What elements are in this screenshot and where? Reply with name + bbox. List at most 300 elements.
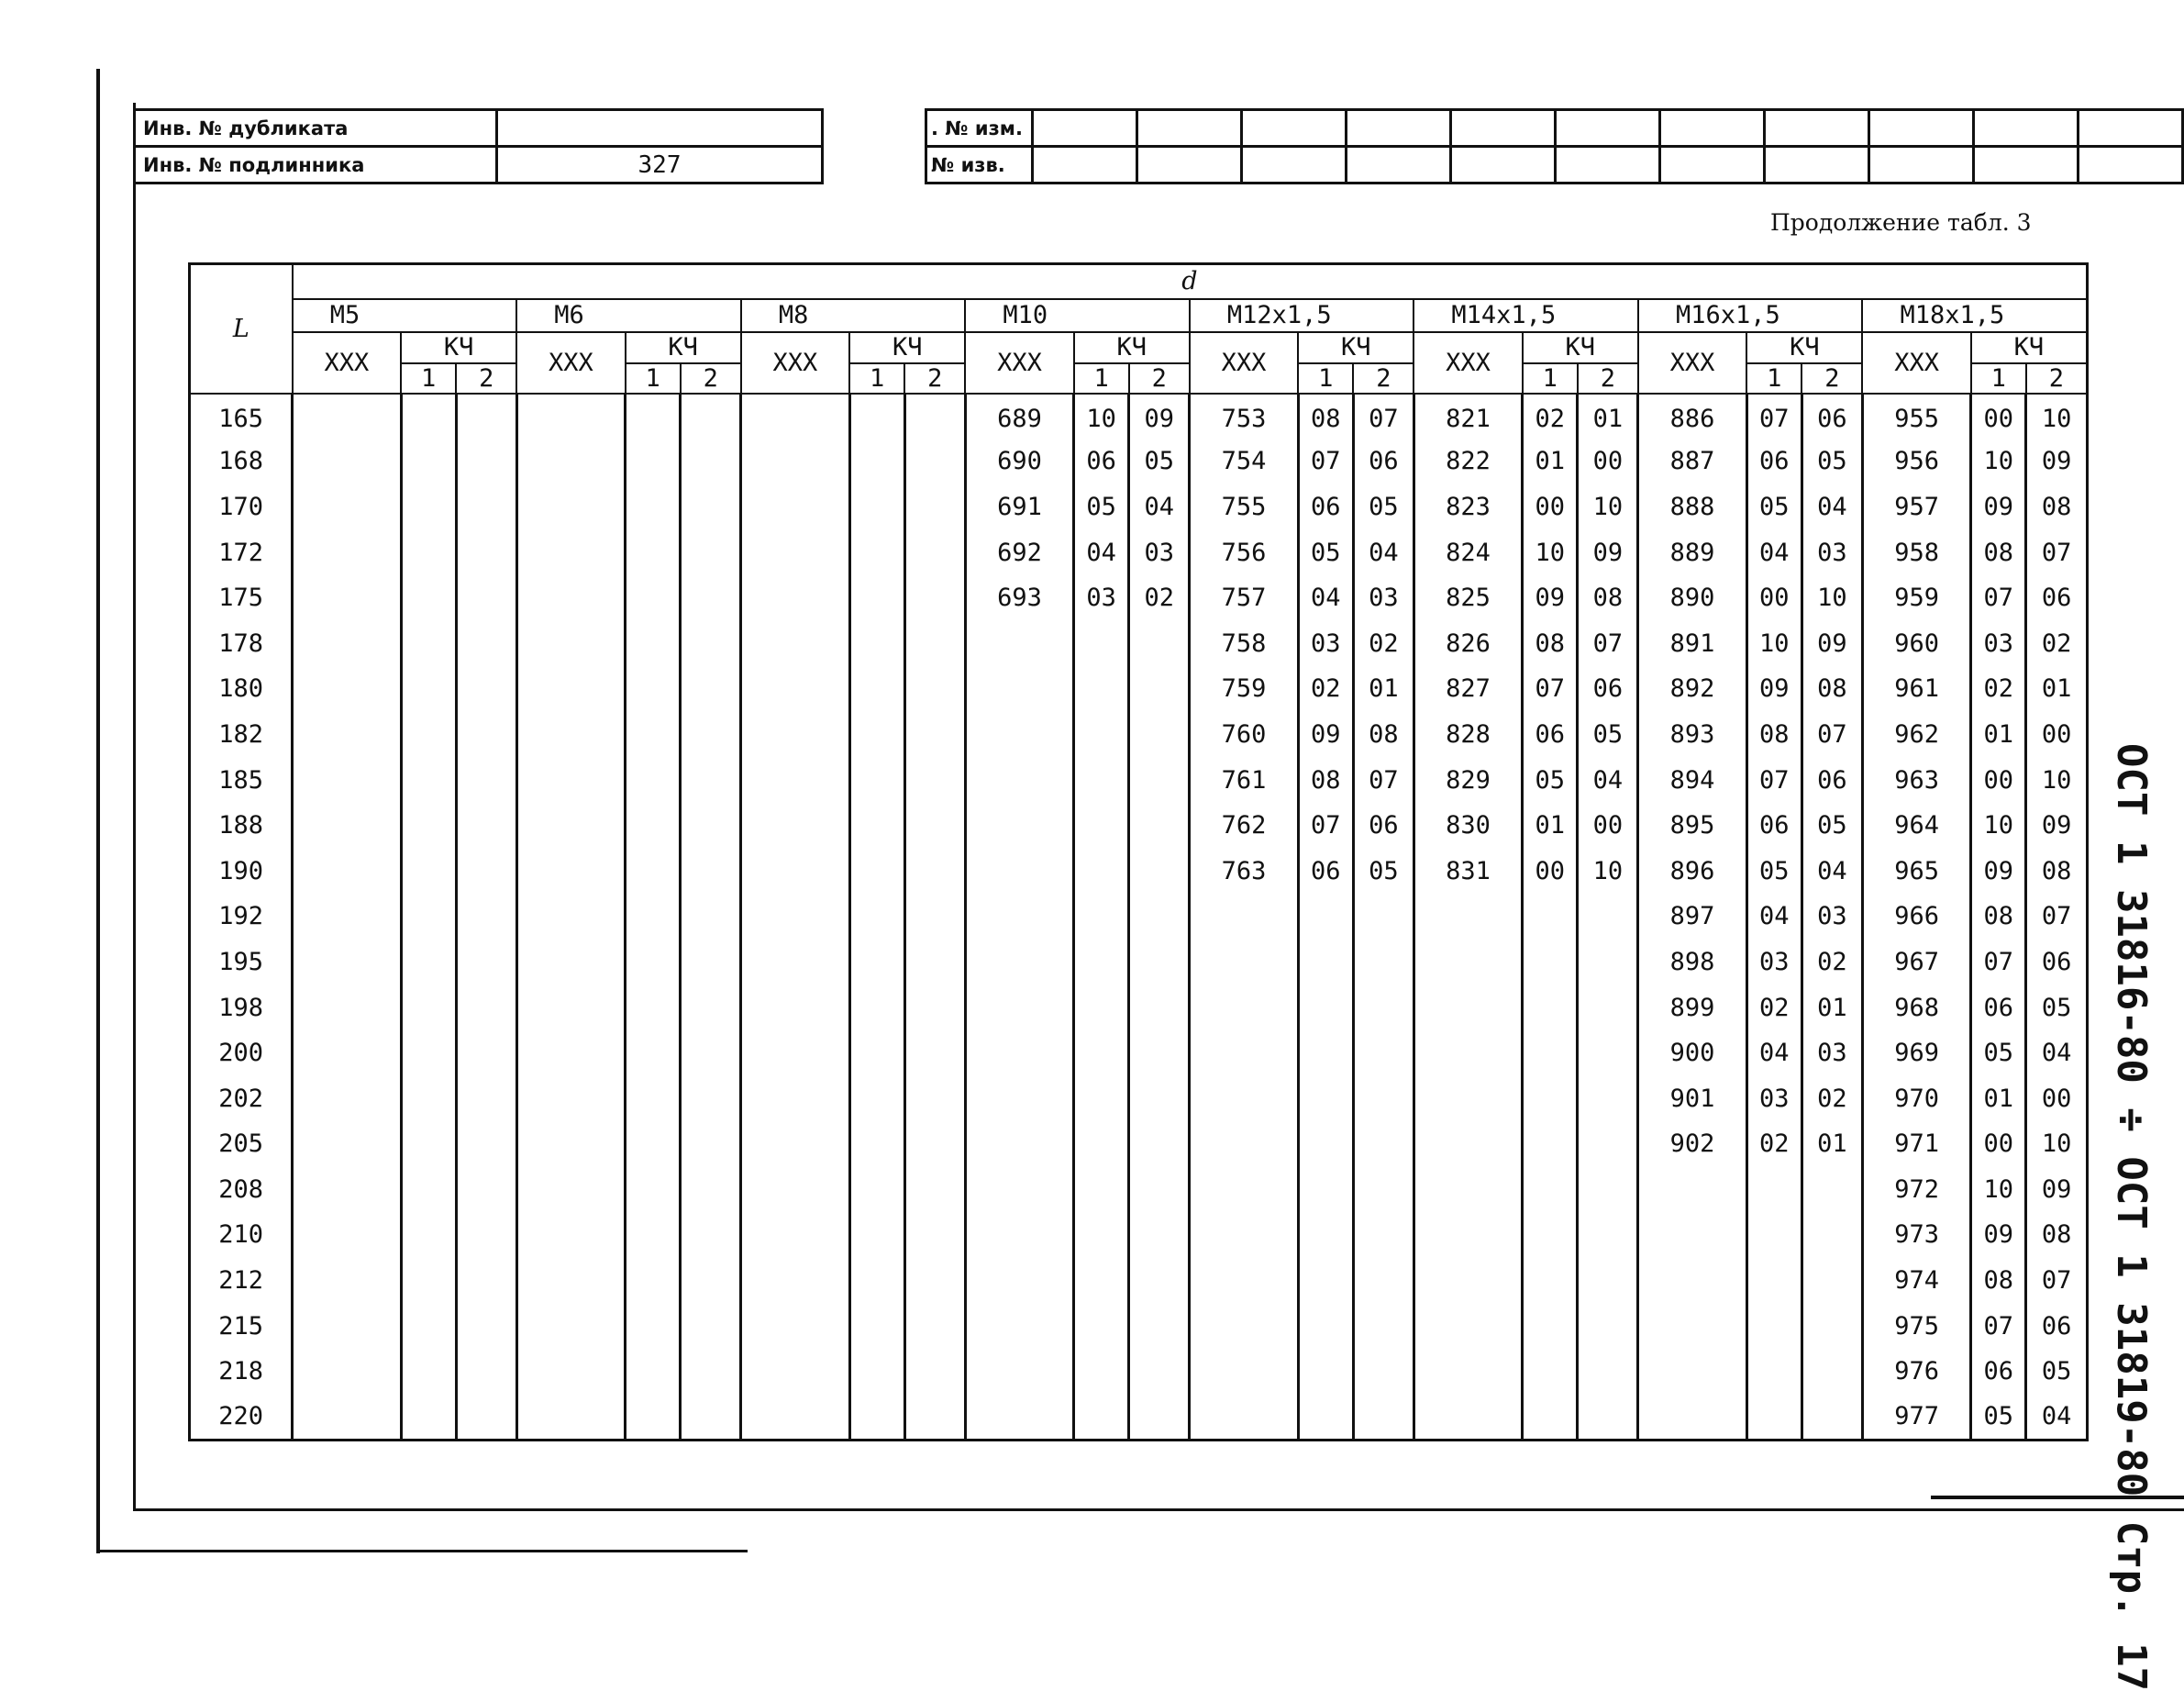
kch-1-header: 1	[1746, 363, 1802, 394]
value-cell	[965, 712, 1073, 758]
value-cell	[1298, 1395, 1353, 1441]
value-cell	[626, 484, 681, 530]
value-cell: 03	[1746, 1075, 1802, 1121]
stamp-row-duplicate	[135, 110, 823, 147]
value-cell	[681, 529, 741, 575]
table-row	[190, 1121, 2088, 1167]
value-cell: 10	[2026, 757, 2088, 803]
value-cell	[1523, 1258, 1578, 1304]
data-table	[188, 262, 2089, 1441]
value-cell	[1298, 1030, 1353, 1076]
value-cell	[293, 1075, 401, 1121]
value-cell	[849, 940, 904, 985]
value-cell: 10	[1074, 394, 1129, 439]
kch-2-header: 2	[904, 363, 965, 394]
value-cell	[626, 529, 681, 575]
length-cell: 218	[190, 1349, 293, 1395]
length-cell: 198	[190, 985, 293, 1030]
value-cell	[626, 1075, 681, 1121]
value-cell: 05	[1523, 757, 1578, 803]
value-cell	[1074, 803, 1129, 849]
thread-size-header: M8	[741, 299, 966, 332]
value-cell	[1414, 1121, 1522, 1167]
value-cell	[681, 940, 741, 985]
value-cell: 04	[1129, 484, 1190, 530]
value-cell: 03	[1129, 529, 1190, 575]
value-cell: 09	[1298, 712, 1353, 758]
kch-2-header: 2	[1578, 363, 1638, 394]
value-cell	[849, 1395, 904, 1441]
value-cell	[1414, 1167, 1522, 1213]
length-cell: 212	[190, 1258, 293, 1304]
value-cell: 10	[1578, 848, 1638, 894]
value-cell	[456, 484, 516, 530]
value-cell	[401, 1303, 456, 1349]
value-cell	[1129, 1212, 1190, 1258]
value-cell	[904, 1258, 965, 1304]
value-cell	[401, 894, 456, 940]
value-cell: 05	[1802, 803, 1862, 849]
value-cell	[904, 1349, 965, 1395]
value-cell	[1298, 894, 1353, 940]
value-cell	[904, 666, 965, 712]
value-cell: 02	[1129, 575, 1190, 621]
value-cell	[293, 1167, 401, 1213]
value-cell: 09	[2026, 1167, 2088, 1213]
value-cell	[456, 1121, 516, 1167]
value-cell	[456, 1030, 516, 1076]
value-cell: 899	[1638, 985, 1746, 1030]
value-cell	[904, 985, 965, 1030]
value-cell: 00	[1578, 439, 1638, 484]
value-cell	[1190, 1121, 1298, 1167]
table-row	[190, 575, 2088, 621]
value-cell: 04	[1802, 484, 1862, 530]
value-cell	[401, 757, 456, 803]
value-cell	[849, 394, 904, 439]
value-cell	[293, 1030, 401, 1076]
value-cell: 08	[1971, 894, 2026, 940]
value-cell: 10	[1578, 484, 1638, 530]
value-cell: 692	[965, 529, 1073, 575]
value-cell	[516, 1121, 625, 1167]
value-cell	[1578, 985, 1638, 1030]
notice-cell	[1868, 147, 1973, 184]
value-cell: 08	[2026, 1212, 2088, 1258]
thread-size-header: M10	[965, 299, 1190, 332]
value-cell: 891	[1638, 620, 1746, 666]
value-cell: 689	[965, 394, 1073, 439]
value-cell	[293, 484, 401, 530]
length-cell: 208	[190, 1167, 293, 1213]
value-cell: 05	[2026, 1349, 2088, 1395]
value-cell	[1129, 848, 1190, 894]
value-cell	[1190, 1030, 1298, 1076]
value-cell: 06	[2026, 940, 2088, 985]
value-cell: 07	[1578, 620, 1638, 666]
value-cell	[626, 1258, 681, 1304]
length-cell: 202	[190, 1075, 293, 1121]
kch-2-header: 2	[2026, 363, 2088, 394]
value-cell	[849, 848, 904, 894]
value-cell: 827	[1414, 666, 1522, 712]
value-cell	[904, 1303, 965, 1349]
value-cell	[1129, 985, 1190, 1030]
value-cell	[293, 712, 401, 758]
kch-2-header: 2	[1129, 363, 1190, 394]
value-cell: 889	[1638, 529, 1746, 575]
value-cell	[849, 1121, 904, 1167]
value-cell: 01	[1523, 439, 1578, 484]
value-cell	[849, 1212, 904, 1258]
value-cell	[1190, 894, 1298, 940]
length-cell: 192	[190, 894, 293, 940]
value-cell: 03	[1353, 575, 1414, 621]
table-row	[190, 1030, 2088, 1076]
value-cell	[849, 757, 904, 803]
value-cell: 07	[1298, 439, 1353, 484]
value-cell: 09	[1971, 1212, 2026, 1258]
value-cell: 05	[1129, 439, 1190, 484]
value-cell	[1414, 1303, 1522, 1349]
value-cell	[456, 620, 516, 666]
xxx-header: XXX	[965, 332, 1073, 394]
value-cell	[741, 985, 849, 1030]
value-cell	[965, 1349, 1073, 1395]
table-row	[190, 394, 2088, 439]
value-cell: 06	[1971, 1349, 2026, 1395]
kch-1-header: 1	[1074, 363, 1129, 394]
kch-1-header: 1	[849, 363, 904, 394]
value-cell	[516, 712, 625, 758]
value-cell: 757	[1190, 575, 1298, 621]
table-row	[190, 1212, 2088, 1258]
value-cell	[1523, 1167, 1578, 1213]
value-cell	[904, 394, 965, 439]
value-cell	[904, 1395, 965, 1441]
kch-header: КЧ	[849, 332, 965, 363]
value-cell	[1578, 1121, 1638, 1167]
value-cell	[904, 712, 965, 758]
value-cell: 05	[1353, 484, 1414, 530]
value-cell: 02	[2026, 620, 2088, 666]
value-cell: 753	[1190, 394, 1298, 439]
value-cell	[456, 666, 516, 712]
value-cell	[965, 1030, 1073, 1076]
value-cell: 08	[1746, 712, 1802, 758]
value-cell	[293, 894, 401, 940]
value-cell	[401, 529, 456, 575]
length-cell: 200	[190, 1030, 293, 1076]
value-cell	[1353, 1303, 1414, 1349]
value-cell: 03	[1802, 894, 1862, 940]
notice-cell	[1241, 147, 1346, 184]
value-cell	[681, 1212, 741, 1258]
notice-cell	[1136, 147, 1241, 184]
value-cell	[1802, 1349, 1862, 1395]
value-cell: 957	[1862, 484, 1970, 530]
value-cell	[741, 529, 849, 575]
value-cell	[1298, 1212, 1353, 1258]
value-cell	[1074, 985, 1129, 1030]
value-cell	[626, 1030, 681, 1076]
value-cell	[1298, 1349, 1353, 1395]
original-inventory-label: Инв. № подлинника	[135, 147, 497, 184]
value-cell	[626, 620, 681, 666]
value-cell	[741, 1303, 849, 1349]
value-cell	[1638, 1258, 1746, 1304]
value-cell	[741, 666, 849, 712]
length-cell: 205	[190, 1121, 293, 1167]
change-cell	[1241, 110, 1346, 147]
value-cell	[456, 1167, 516, 1213]
value-cell	[516, 757, 625, 803]
value-cell: 893	[1638, 712, 1746, 758]
value-cell	[1638, 1167, 1746, 1213]
value-cell: 01	[1802, 1121, 1862, 1167]
value-cell: 08	[1523, 620, 1578, 666]
value-cell	[741, 757, 849, 803]
value-cell	[401, 1349, 456, 1395]
value-cell: 05	[1298, 529, 1353, 575]
value-cell: 01	[1802, 985, 1862, 1030]
value-cell: 895	[1638, 803, 1746, 849]
value-cell	[1353, 1075, 1414, 1121]
value-cell	[965, 803, 1073, 849]
notice-cell	[1032, 147, 1136, 184]
value-cell: 04	[1353, 529, 1414, 575]
value-cell	[904, 1030, 965, 1076]
value-cell	[516, 666, 625, 712]
value-cell	[1523, 1349, 1578, 1395]
value-cell: 04	[1746, 894, 1802, 940]
change-cell	[1868, 110, 1973, 147]
value-cell	[1129, 1075, 1190, 1121]
xxx-header: XXX	[516, 332, 625, 394]
value-cell: 00	[1971, 394, 2026, 439]
xxx-header: XXX	[1862, 332, 1970, 394]
value-cell	[1578, 1075, 1638, 1121]
value-cell	[1298, 985, 1353, 1030]
value-cell: 08	[1578, 575, 1638, 621]
change-stamp-row-2	[926, 147, 2183, 184]
value-cell	[681, 1395, 741, 1441]
value-cell	[1353, 940, 1414, 985]
value-cell: 07	[1802, 712, 1862, 758]
value-cell	[741, 1349, 849, 1395]
value-cell: 892	[1638, 666, 1746, 712]
value-cell	[1578, 1167, 1638, 1213]
value-cell	[1074, 1212, 1129, 1258]
value-cell: 966	[1862, 894, 1970, 940]
value-cell	[516, 484, 625, 530]
value-cell	[904, 484, 965, 530]
kch-1-header: 1	[1971, 363, 2026, 394]
value-cell	[1353, 1258, 1414, 1304]
value-cell: 05	[1074, 484, 1129, 530]
value-cell	[1638, 1349, 1746, 1395]
value-cell: 897	[1638, 894, 1746, 940]
value-cell	[1190, 1075, 1298, 1121]
value-cell	[1129, 1303, 1190, 1349]
value-cell	[626, 985, 681, 1030]
value-cell	[1074, 1167, 1129, 1213]
value-cell	[849, 666, 904, 712]
value-cell	[626, 1212, 681, 1258]
value-cell	[849, 894, 904, 940]
value-cell: 10	[1971, 803, 2026, 849]
value-cell	[965, 894, 1073, 940]
change-number-label: . № изм.	[926, 110, 1033, 147]
value-cell	[293, 1258, 401, 1304]
value-cell: 03	[1971, 620, 2026, 666]
value-cell	[849, 985, 904, 1030]
value-cell: 07	[1353, 757, 1414, 803]
value-cell: 971	[1862, 1121, 1970, 1167]
value-cell	[741, 1075, 849, 1121]
value-cell: 890	[1638, 575, 1746, 621]
value-cell: 894	[1638, 757, 1746, 803]
value-cell	[293, 757, 401, 803]
value-cell	[1353, 1349, 1414, 1395]
table-row	[190, 620, 2088, 666]
value-cell: 09	[1129, 394, 1190, 439]
value-cell	[626, 575, 681, 621]
value-cell: 974	[1862, 1258, 1970, 1304]
value-cell	[1190, 1395, 1298, 1441]
value-cell	[293, 666, 401, 712]
change-cell	[1032, 110, 1136, 147]
value-cell	[1298, 940, 1353, 985]
value-cell	[1578, 940, 1638, 985]
value-cell	[741, 484, 849, 530]
value-cell	[456, 803, 516, 849]
value-cell: 05	[1578, 712, 1638, 758]
value-cell	[401, 484, 456, 530]
value-cell: 01	[1578, 394, 1638, 439]
value-cell: 03	[1802, 1030, 1862, 1076]
value-cell	[681, 620, 741, 666]
value-cell: 05	[2026, 985, 2088, 1030]
value-cell: 07	[1523, 666, 1578, 712]
header-row-d	[190, 264, 2088, 299]
value-cell	[1353, 1395, 1414, 1441]
value-cell: 10	[1746, 620, 1802, 666]
value-cell: 825	[1414, 575, 1522, 621]
value-cell: 05	[1971, 1395, 2026, 1441]
value-cell: 10	[1971, 1167, 2026, 1213]
value-cell	[293, 985, 401, 1030]
value-cell: 00	[1971, 1121, 2026, 1167]
value-cell: 969	[1862, 1030, 1970, 1076]
value-cell	[1523, 1212, 1578, 1258]
value-cell: 08	[1298, 394, 1353, 439]
value-cell	[904, 940, 965, 985]
value-cell	[1074, 1121, 1129, 1167]
value-cell	[904, 529, 965, 575]
table-row	[190, 1167, 2088, 1213]
value-cell	[1523, 940, 1578, 985]
table-row	[190, 1258, 2088, 1304]
value-cell: 977	[1862, 1395, 1970, 1441]
value-cell	[516, 1395, 625, 1441]
value-cell	[516, 529, 625, 575]
value-cell	[965, 1121, 1073, 1167]
value-cell	[516, 848, 625, 894]
value-cell: 956	[1862, 439, 1970, 484]
value-cell	[401, 1258, 456, 1304]
value-cell: 05	[1353, 848, 1414, 894]
value-cell: 962	[1862, 712, 1970, 758]
value-cell	[1746, 1395, 1802, 1441]
value-cell	[1523, 1075, 1578, 1121]
table-row	[190, 666, 2088, 712]
kch-2-header: 2	[1353, 363, 1414, 394]
value-cell: 08	[1802, 666, 1862, 712]
value-cell	[1414, 1030, 1522, 1076]
value-cell: 693	[965, 575, 1073, 621]
table-row	[190, 940, 2088, 985]
table-row	[190, 529, 2088, 575]
value-cell	[681, 439, 741, 484]
value-cell: 09	[1971, 484, 2026, 530]
header-row-subnumbers	[190, 363, 2088, 394]
value-cell	[516, 575, 625, 621]
value-cell	[1129, 757, 1190, 803]
value-cell: 07	[1971, 1303, 2026, 1349]
header-row-kch	[190, 332, 2088, 363]
length-cell: 170	[190, 484, 293, 530]
value-cell	[1353, 1030, 1414, 1076]
side-document-code-text: ОСТ 1 31816-80 ÷ ОСТ 1 31819-80 Стр. 17	[2108, 743, 2155, 1691]
value-cell: 02	[1971, 666, 2026, 712]
value-cell: 09	[2026, 439, 2088, 484]
value-cell	[1578, 1395, 1638, 1441]
value-cell	[626, 894, 681, 940]
value-cell	[1746, 1212, 1802, 1258]
length-cell: 178	[190, 620, 293, 666]
value-cell	[516, 894, 625, 940]
value-cell: 04	[1298, 575, 1353, 621]
xxx-header: XXX	[1414, 332, 1522, 394]
value-cell: 07	[1971, 940, 2026, 985]
value-cell	[849, 1258, 904, 1304]
original-inventory-value: 327	[497, 147, 823, 184]
value-cell	[1074, 1395, 1129, 1441]
xxx-header: XXX	[1190, 332, 1298, 394]
value-cell	[849, 1075, 904, 1121]
value-cell	[965, 1303, 1073, 1349]
value-cell	[1129, 803, 1190, 849]
value-cell: 09	[1578, 529, 1638, 575]
value-cell	[1190, 985, 1298, 1030]
value-cell: 00	[1523, 848, 1578, 894]
value-cell	[1802, 1258, 1862, 1304]
notice-cell	[2078, 147, 2182, 184]
value-cell	[293, 1349, 401, 1395]
value-cell	[904, 439, 965, 484]
kch-header: КЧ	[1746, 332, 1862, 363]
length-cell: 175	[190, 575, 293, 621]
value-cell	[516, 940, 625, 985]
table-row	[190, 985, 2088, 1030]
value-cell	[904, 803, 965, 849]
value-cell	[516, 1075, 625, 1121]
value-cell	[1523, 1030, 1578, 1076]
value-cell	[1638, 1303, 1746, 1349]
value-cell	[849, 803, 904, 849]
kch-2-header: 2	[456, 363, 516, 394]
